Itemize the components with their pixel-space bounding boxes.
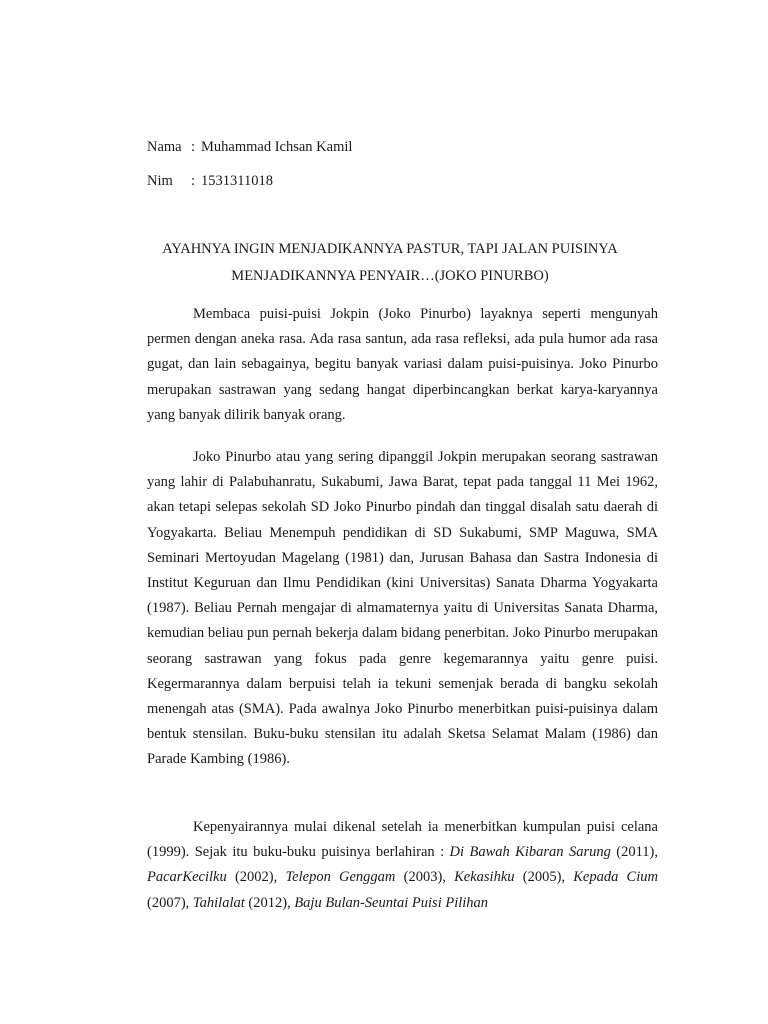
nim-value: 1531311018 <box>201 173 273 189</box>
book-title-kekasihku: Kekasihku <box>454 869 515 886</box>
name-label: Nama <box>147 139 182 155</box>
p3-text-2: (2011), <box>610 844 659 861</box>
nim-label: Nim <box>147 173 173 189</box>
paragraph-2-text: Joko Pinurbo atau yang sering dipanggil Jokpin merupakan seorang sastrawan yang lahir di Palabuhanratu, Sukabumi, Jawa Barat, tepat pada tanggal 11 Mei 1962, akan tetapi selepas sekolah SD Joko Pinurbo pindah dan tinggal disalah satu daerah di Yogyakarta. Beliau Menempuh pendidikan di SD Sukabumi, SMP Maguwa, SMA Seminari Mertoyudan Magelang (1981) dan, Jurusan Bahasa dan Sastra Indonesia di Institut Keguruan dan Ilmu Pendidikan (kini Universitas) Sanata Dharma Yogyakarta (1987). Beliau Pernah mengajar di almamaternya yaitu di Universitas Sanata Dharma, kemudian beliau pun pernah bekerja dalam bidang penerbitan. Joko Pinurbo merupakan seorang sastrawan yang fokus pada genre kegemarannya yaitu genre puisi. Kegermarannya dalam berpuisi telah ia tekuni semenjak berada di bangku sekolah menengah atas (SMA). Pada awalnya Joko Pinurbo menerbitkan puisi-puisinya dalam bentuk stensilan. Buku-buku stensilan itu adalah Sketsa Selamat Malam (1986) dan Parade Kambing (1986). <box>147 449 658 768</box>
name-row <box>147 137 352 157</box>
book-title-kepada-cium: Kepada Cium <box>573 869 658 886</box>
name-separator: : <box>191 139 196 155</box>
nim-row <box>147 171 273 191</box>
p3-text-4: (2003), <box>395 869 455 886</box>
paragraph-3-text <box>147 815 658 916</box>
nim-separator: : <box>191 173 196 189</box>
book-title-pacarkecilku: PacarKecilku <box>147 869 227 886</box>
title-line-2: MENJADIKANNYA PENYAIR…(JOKO PINURBO) <box>231 268 549 284</box>
paragraph-1-text: Membaca puisi-puisi Jokpin (Joko Pinurbo) layaknya seperti mengunyah permen dengan aneka rasa. Ada rasa santun, ada rasa refleksi, ada pula humor ada rasa gugat, dan lain sebagainya, begitu banyak variasi dalam puisi-puisinya. Joko Pinurbo merupakan sastrawan yang sedang hangat diperbincangkan berkat karya-karyannya yang banyak dilirik banyak orang. <box>147 306 658 423</box>
name-value: Muhammad Ichsan Kamil <box>201 139 353 155</box>
document-title <box>130 236 650 290</box>
paragraph-1 <box>147 302 658 428</box>
p3-text-1: Kepenyairannya mulai dikenal setelah ia menerbitkan kumpulan puisi celana (1999). Sejak itu buku-buku puisinya berlahiran : <box>147 819 658 861</box>
book-title-tahilalat: Tahilalat <box>192 894 245 911</box>
book-title-baju-bulan: Baju Bulan-Seuntai Puisi Pilihan <box>294 894 489 911</box>
p3-text-3: (2002), <box>226 869 286 886</box>
book-title-telepon-genggam: Telepon Genggam <box>285 869 396 886</box>
paragraph-2 <box>147 445 658 773</box>
p3-text-7: (2012), <box>244 894 295 911</box>
book-title-di-bawah-kibaran-sarung: Di Bawah Kibaran Sarung <box>449 844 611 861</box>
title-line-1: AYAHNYA INGIN MENJADIKANNYA PASTUR, TAPI JALAN PUISINYA <box>162 241 618 257</box>
p3-text-6: (2007), <box>147 894 193 911</box>
paragraph-3 <box>147 815 658 916</box>
p3-text-5: (2005), <box>514 869 574 886</box>
